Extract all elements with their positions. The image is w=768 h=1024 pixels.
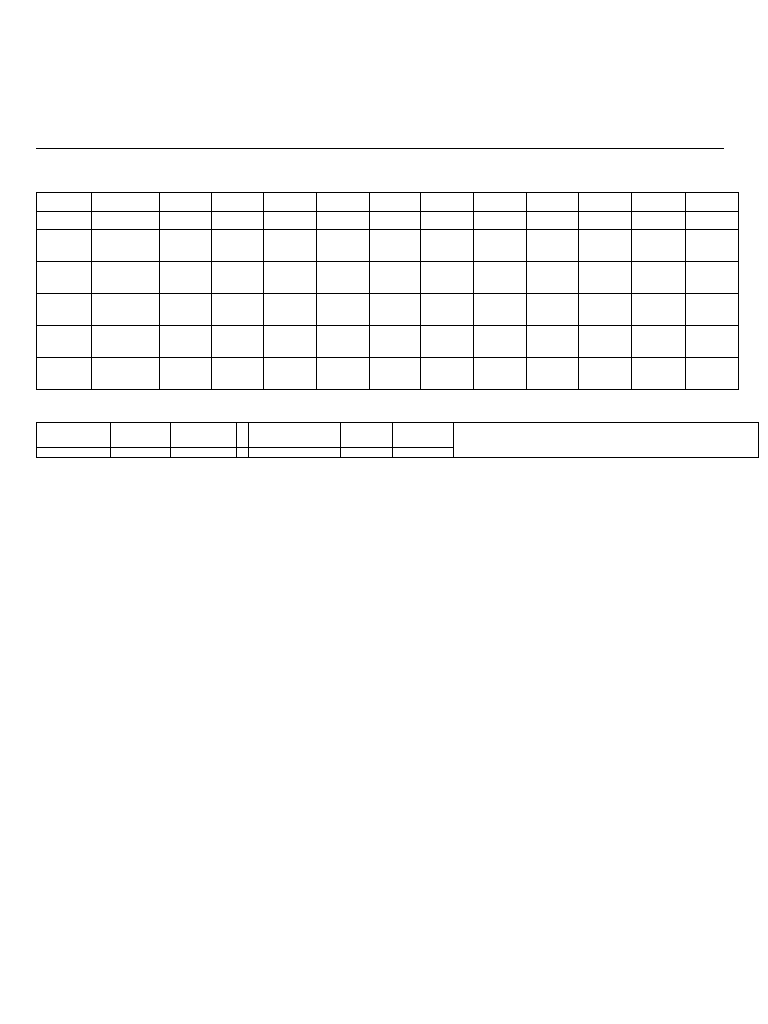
timetable-slot	[212, 262, 264, 294]
timetable-slot	[370, 294, 421, 326]
day-name	[37, 358, 92, 390]
header-subject-1	[37, 423, 111, 448]
timetable-slot	[370, 262, 421, 294]
timetable-slot	[579, 326, 632, 358]
start-time-cell	[527, 193, 579, 212]
summary-table	[36, 422, 759, 458]
timetable-slot	[474, 262, 527, 294]
timetable-slot	[686, 294, 739, 326]
timetable-slot	[317, 230, 370, 262]
timetable-slot	[474, 358, 527, 390]
timetable-slot	[632, 262, 686, 294]
timetable-slot	[421, 262, 474, 294]
signature-area	[454, 423, 759, 458]
end-time-cell	[686, 212, 739, 230]
start-time-cell	[421, 193, 474, 212]
timetable-slot	[264, 262, 317, 294]
start-time-cell	[92, 193, 160, 212]
timetable-slot	[579, 294, 632, 326]
timetable-slot	[686, 262, 739, 294]
header-periods-2	[341, 423, 393, 448]
end-time-cell	[474, 212, 527, 230]
timetable-slot	[527, 326, 579, 358]
timetable-slot	[474, 230, 527, 262]
start-time-cell	[212, 193, 264, 212]
timetable-slot	[317, 262, 370, 294]
end-time-cell	[370, 212, 421, 230]
start-time-row	[37, 193, 739, 212]
timetable-slot	[264, 358, 317, 390]
timetable-slot	[474, 326, 527, 358]
timetable-slot	[160, 230, 212, 262]
end-time-cell	[527, 212, 579, 230]
timetable	[36, 192, 739, 390]
day-row	[37, 262, 739, 294]
timetable-slot	[579, 358, 632, 390]
end-time-cell	[421, 212, 474, 230]
header-divider	[36, 148, 724, 149]
day-name	[37, 326, 92, 358]
timetable-slot	[421, 230, 474, 262]
timetable-slot	[92, 358, 160, 390]
timetable-slot	[264, 326, 317, 358]
start-time-cell	[474, 193, 527, 212]
end-time-cell	[632, 212, 686, 230]
start-time-cell	[317, 193, 370, 212]
day-row	[37, 326, 739, 358]
timetable-slot	[579, 230, 632, 262]
start-time-cell	[264, 193, 317, 212]
start-time-cell	[632, 193, 686, 212]
day-name	[37, 230, 92, 262]
end-time-cell	[92, 212, 160, 230]
timetable-slot	[317, 358, 370, 390]
end-time-row	[37, 212, 739, 230]
timetable-slot	[686, 326, 739, 358]
timetable-slot	[212, 294, 264, 326]
timetable-slot	[370, 358, 421, 390]
timetable-slot	[370, 326, 421, 358]
start-time-cell	[686, 193, 739, 212]
timetable-slot	[92, 230, 160, 262]
timetable-slot	[212, 326, 264, 358]
timetable-slot	[632, 326, 686, 358]
end-time-cell	[579, 212, 632, 230]
summary-spacer	[237, 423, 249, 448]
timetable-slot	[527, 358, 579, 390]
timetable-slot	[160, 294, 212, 326]
end-time-cell	[160, 212, 212, 230]
timetable-slot	[474, 294, 527, 326]
timetable-slot	[92, 294, 160, 326]
timetable-slot	[632, 294, 686, 326]
timetable-slot	[527, 294, 579, 326]
timetable-slot	[370, 230, 421, 262]
timetable-slot	[212, 230, 264, 262]
timetable-slot	[421, 294, 474, 326]
timetable-slot	[579, 262, 632, 294]
header-minutes-2	[393, 423, 454, 448]
hari-label	[37, 212, 92, 230]
day-name	[37, 294, 92, 326]
day-row	[37, 230, 739, 262]
day-row	[37, 294, 739, 326]
timetable-slot	[632, 230, 686, 262]
day-row	[37, 358, 739, 390]
summary-header-row	[37, 423, 759, 448]
timetable-slot	[317, 326, 370, 358]
timetable-slot	[92, 262, 160, 294]
start-time-cell	[370, 193, 421, 212]
timetable-slot	[686, 230, 739, 262]
timetable-slot	[160, 262, 212, 294]
timetable-slot	[317, 294, 370, 326]
timetable-slot	[160, 326, 212, 358]
timetable-slot	[160, 358, 212, 390]
timetable-slot	[264, 230, 317, 262]
start-time-cell	[160, 193, 212, 212]
timetable-slot	[212, 358, 264, 390]
end-time-cell	[212, 212, 264, 230]
timetable-slot	[632, 358, 686, 390]
header-periods-1	[111, 423, 171, 448]
timetable-slot	[527, 262, 579, 294]
end-time-cell	[317, 212, 370, 230]
day-name	[37, 262, 92, 294]
header-minutes-1	[171, 423, 237, 448]
timetable-slot	[92, 326, 160, 358]
header-subject-2	[249, 423, 341, 448]
masa-label	[37, 193, 92, 212]
timetable-slot	[421, 358, 474, 390]
start-time-cell	[579, 193, 632, 212]
timetable-slot	[527, 230, 579, 262]
end-time-cell	[264, 212, 317, 230]
timetable-slot	[421, 326, 474, 358]
timetable-slot	[264, 294, 317, 326]
timetable-slot	[686, 358, 739, 390]
